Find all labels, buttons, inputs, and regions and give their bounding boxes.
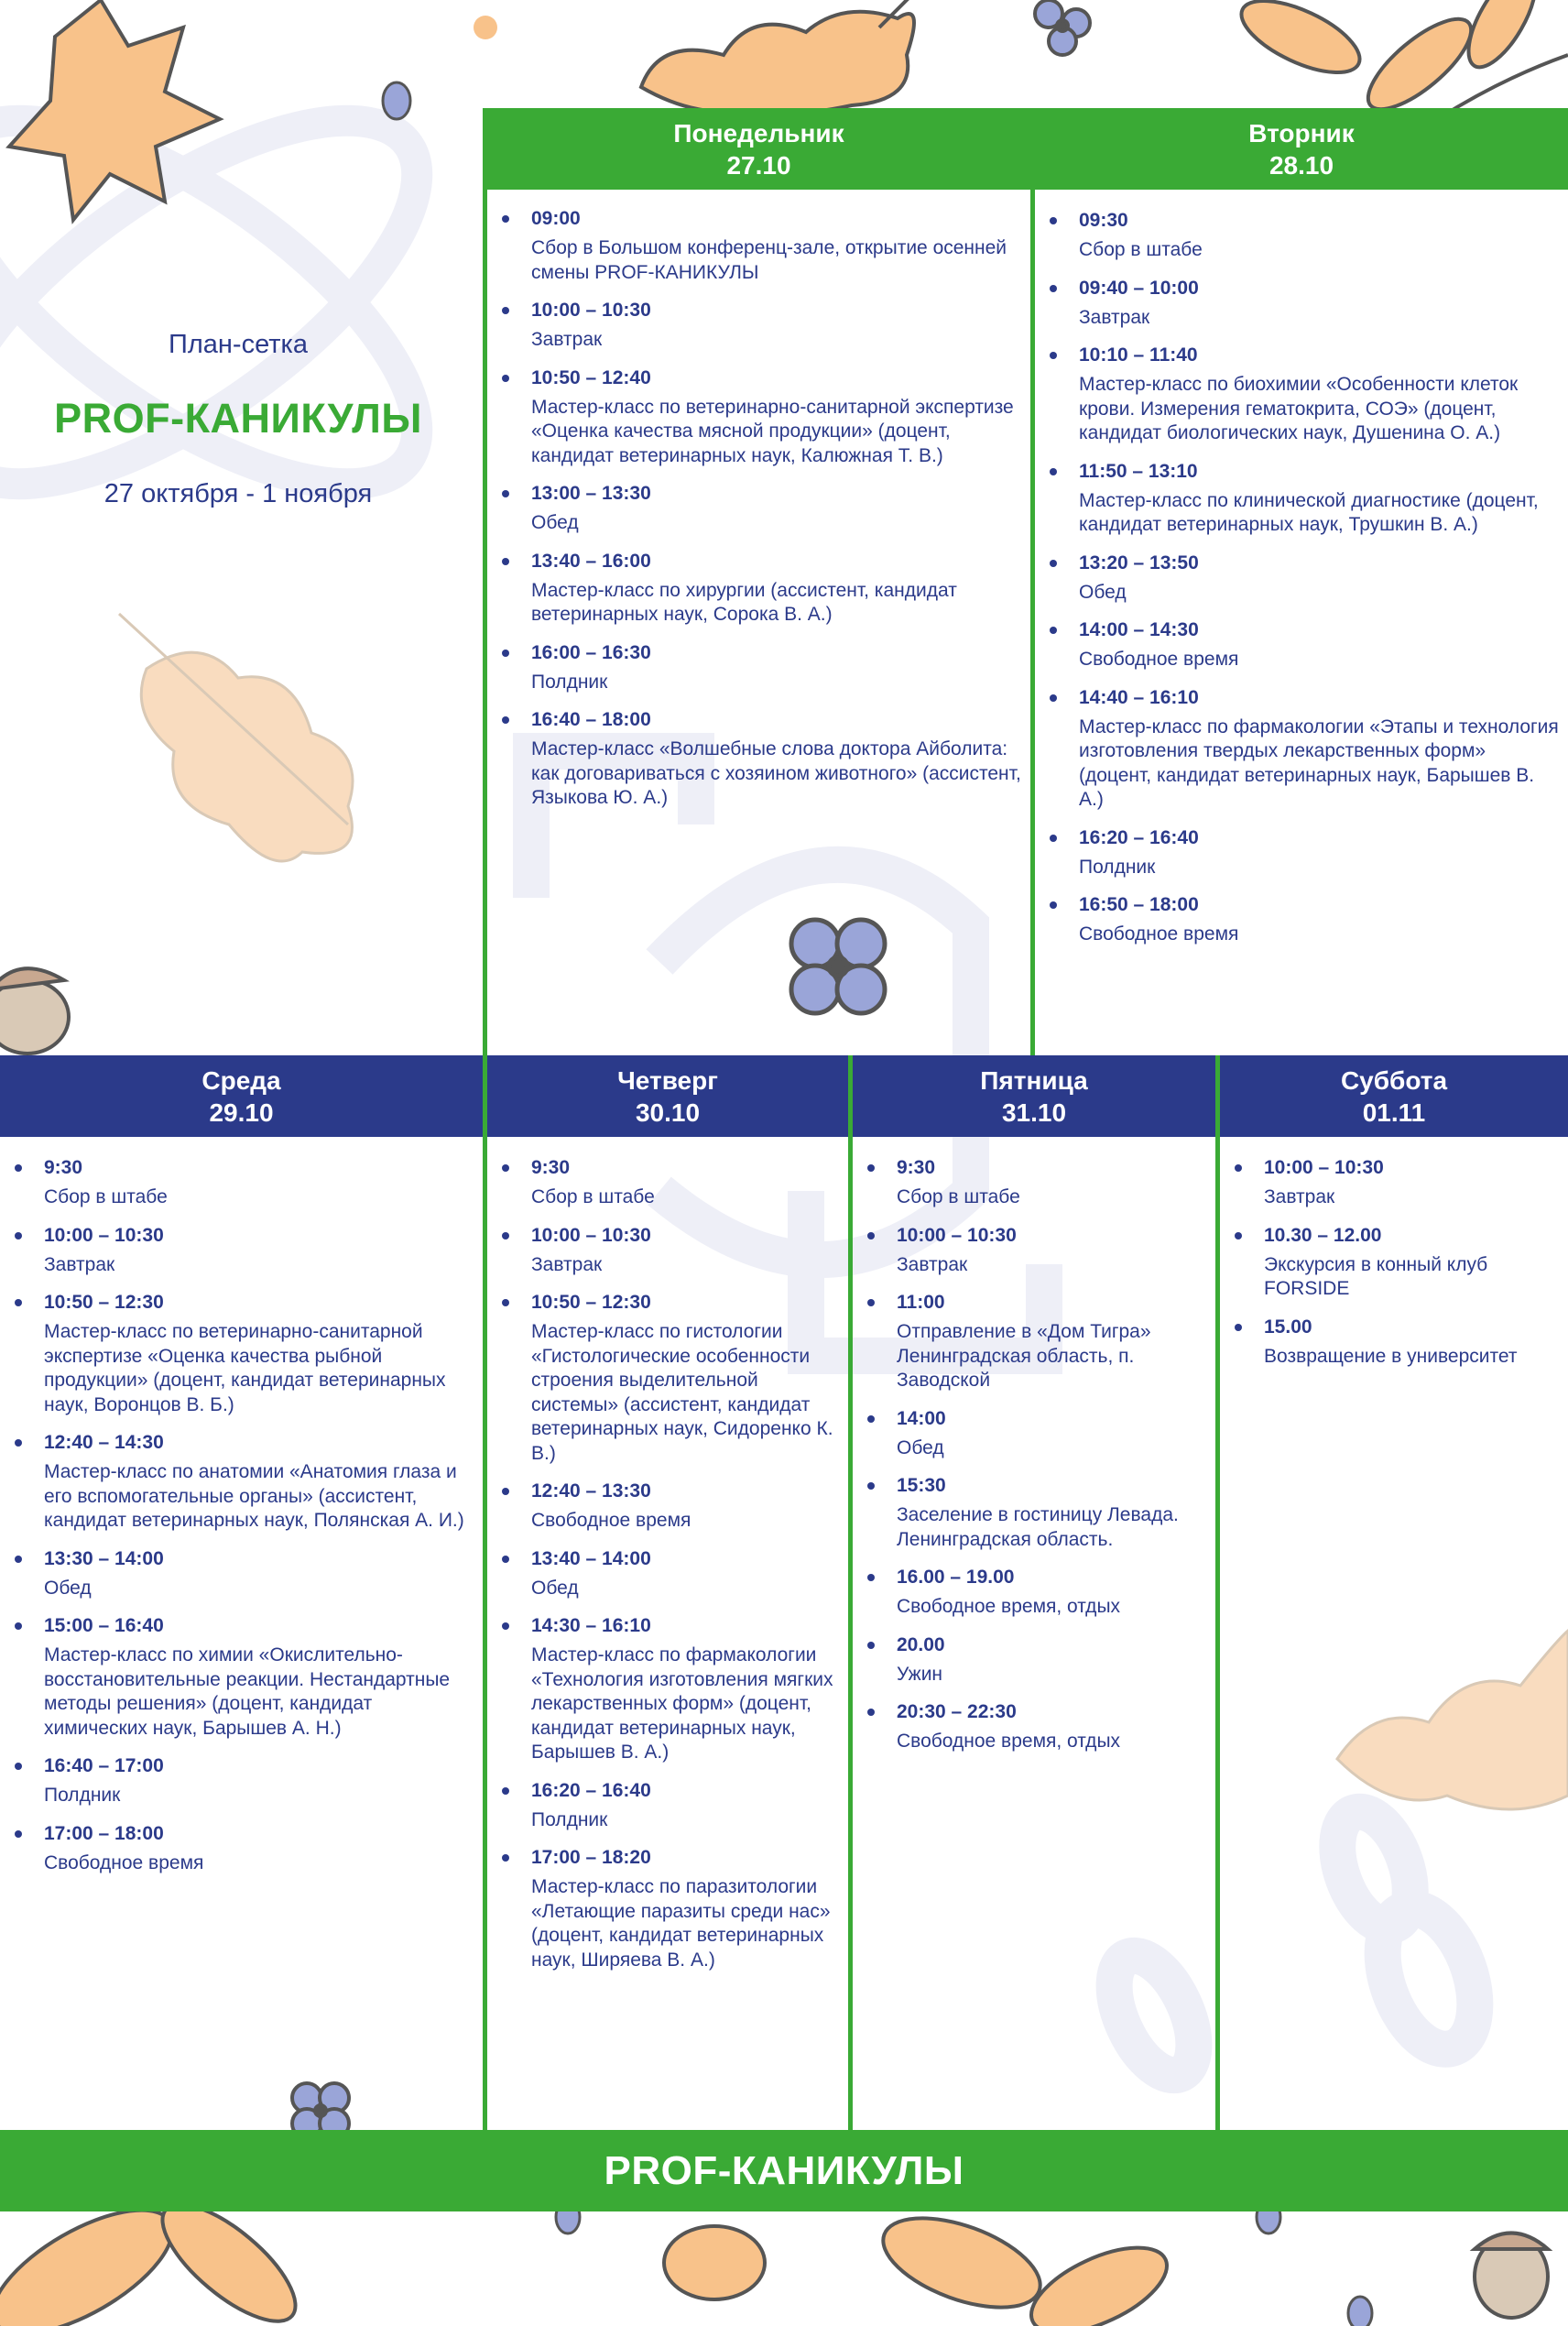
bullet-icon (15, 1556, 22, 1563)
schedule-description: Возвращение в университет (1264, 1345, 1518, 1367)
footer-title: PROF-КАНИКУЛЫ (604, 2147, 964, 2193)
schedule-time: 20.00 (897, 1633, 945, 1655)
bullet-icon (1050, 694, 1057, 702)
schedule-time: 10:00 – 10:30 (44, 1224, 164, 1246)
intro-block (0, 330, 476, 509)
schedule-time: 13:00 – 13:30 (531, 483, 651, 504)
intro-subtitle: План-сетка (169, 330, 308, 359)
schedule-description: Мастер-класс по фармакологии «Технология изготовления мягких лекарственных форм» (доцент, кандидат ветеринарных наук, Барышев В. А.) (531, 1644, 833, 1763)
bullet-icon (867, 1482, 875, 1490)
bullet-icon (1050, 217, 1057, 224)
schedule-time: 13:40 – 14:00 (531, 1547, 651, 1569)
schedule-item (0, 1822, 483, 1876)
bullet-icon (502, 1488, 509, 1495)
bullet-icon (502, 1556, 509, 1563)
schedule-item (487, 366, 1030, 469)
schedule-item (1035, 344, 1568, 446)
schedule-description: Мастер-класс по паразитологии «Летающие паразиты среди нас» (доцент, кандидат ветеринарных наук, Ширяева В. А.) (531, 1876, 831, 1971)
schedule-description: Завтрак (1079, 306, 1150, 328)
schedule-item (0, 1547, 483, 1601)
schedule-time: 13:20 – 13:50 (1079, 551, 1199, 573)
schedule-description: Полдник (531, 671, 608, 693)
schedule-description: Обед (897, 1436, 944, 1458)
schedule-description: Мастер-класс по ветеринарно-санитарной экспертизе «Оценка качества рыбной продукции» (доцент, кандидат ветеринарных наук, Воронцов В. Б.) (44, 1321, 446, 1415)
bottom-acorn-icon (1475, 2233, 1548, 2319)
day-date: 31.10 (1001, 1097, 1067, 1127)
schedule-item (1220, 1224, 1568, 1302)
bullet-icon (502, 1787, 509, 1795)
schedule-time: 10.30 – 12.00 (1264, 1224, 1382, 1246)
schedule-description: Сбор в штабе (531, 1186, 655, 1207)
bullet-icon (15, 1232, 22, 1239)
oak-leaf-icon (641, 0, 916, 114)
bullet-icon (1050, 468, 1057, 475)
schedule-description: Свободное время (1079, 649, 1239, 670)
bullet-icon (1235, 1324, 1242, 1331)
day-date: 01.11 (1362, 1097, 1426, 1127)
schedule-description: Завтрак (531, 1253, 603, 1275)
schedule-time: 13:40 – 16:00 (531, 550, 651, 572)
schedule-time: 10:50 – 12:30 (44, 1292, 164, 1313)
day-header-saturday (1220, 1055, 1568, 1137)
bullet-icon (502, 1299, 509, 1306)
bullet-icon (867, 1642, 875, 1649)
bullet-icon (1235, 1164, 1242, 1172)
schedule-item (1035, 893, 1568, 947)
day-header-monday (487, 108, 1030, 190)
bullet-icon (502, 1622, 509, 1630)
schedule-description: Обед (1079, 581, 1127, 603)
schedule-item (1035, 209, 1568, 263)
schedule-time: 17:00 – 18:00 (44, 1822, 164, 1844)
schedule-time: 10:10 – 11:40 (1079, 344, 1198, 366)
schedule-description: Мастер-класс по биохимии «Особенности клеток крови. Измерения гематокрита, СОЭ» (доцент, кандидат биологических наук, Душенина О. А.) (1079, 374, 1519, 443)
schedule-time: 16:50 – 18:00 (1079, 894, 1199, 915)
schedule-item (1035, 618, 1568, 672)
schedule-time: 10:50 – 12:30 (531, 1292, 651, 1313)
schedule-item (1035, 460, 1568, 538)
schedule-time: 15:00 – 16:40 (44, 1615, 164, 1636)
schedule-time: 09:40 – 10:00 (1079, 277, 1199, 299)
day-header-wednesday (0, 1055, 483, 1137)
schedule-description: Сбор в штабе (44, 1186, 168, 1207)
schedule-time: 16:00 – 16:30 (531, 641, 651, 663)
day-header-thursday (487, 1055, 848, 1137)
bullet-icon (502, 650, 509, 657)
day-name: Понедельник (673, 118, 844, 147)
schedule-item (853, 1407, 1215, 1461)
day-name: Четверг (617, 1065, 718, 1095)
schedule-item (487, 1846, 848, 1972)
schedule-description: Обед (44, 1577, 92, 1599)
bullet-icon (502, 215, 509, 223)
acorn-icon (0, 968, 69, 1054)
schedule-description: Мастер-класс по гистологии «Гистологические особенности строения выделительной системы» (ассистент, кандидат ветеринарных наук, Сидоренко К. В.) (531, 1321, 833, 1464)
schedule-time: 11:00 (897, 1292, 945, 1313)
bullet-icon (867, 1164, 875, 1172)
schedule-description: Обед (531, 1577, 579, 1599)
bullet-icon (15, 1439, 22, 1447)
bullet-icon (502, 1854, 509, 1862)
schedule-description: Сбор в штабе (897, 1186, 1020, 1207)
schedule-list (1035, 209, 1568, 961)
bullet-icon (502, 375, 509, 382)
schedule-item (487, 1156, 848, 1210)
maple-leaf-icon (9, 0, 220, 220)
bullet-icon (1050, 285, 1057, 292)
day-date: 30.10 (635, 1097, 701, 1127)
schedule-description: Завтрак (44, 1253, 115, 1275)
schedule-description: Свободное время, отдых (897, 1731, 1121, 1752)
bullet-icon (867, 1299, 875, 1306)
schedule-time: 15:30 (897, 1475, 946, 1496)
bullet-icon (502, 490, 509, 497)
bullet-icon (1050, 835, 1057, 842)
bullet-icon (1050, 901, 1057, 909)
bullet-icon (867, 1232, 875, 1239)
schedule-item (487, 550, 1030, 628)
schedule-description: Ужин (897, 1663, 943, 1685)
schedule-item (853, 1474, 1215, 1552)
schedule-item (0, 1614, 483, 1741)
day-name: Вторник (1248, 118, 1355, 147)
schedule-description: Завтрак (531, 329, 603, 350)
schedule-description: Свободное время (1079, 923, 1239, 945)
schedule-time: 16:20 – 16:40 (531, 1779, 651, 1801)
bullet-icon (15, 1763, 22, 1770)
day-date: 29.10 (209, 1097, 274, 1127)
schedule-list (487, 207, 1030, 824)
schedule-time: 14:40 – 16:10 (1079, 686, 1199, 708)
schedule-list (1220, 1156, 1568, 1382)
schedule-description: Заселение в гостиницу Левада. Ленинградская область. (897, 1504, 1179, 1550)
bullet-icon (502, 558, 509, 565)
day-date: 27.10 (726, 150, 791, 180)
schedule-time: 16:40 – 17:00 (44, 1755, 164, 1776)
schedule-time: 20:30 – 22:30 (897, 1701, 1017, 1722)
schedule-description: Полдник (44, 1785, 121, 1806)
intro-title: PROF-КАНИКУЛЫ (54, 395, 422, 442)
bullet-icon (15, 1622, 22, 1630)
day-name: Среда (201, 1065, 281, 1095)
day-header-tuesday (1035, 108, 1568, 190)
day-name: Пятница (980, 1065, 1088, 1095)
bullet-icon (1050, 352, 1057, 359)
schedule-time: 10:00 – 10:30 (531, 1224, 651, 1246)
schedule-description: Отправление в «Дом Тигра» Ленинградская область, п. Заводской (897, 1321, 1151, 1391)
schedule-item (0, 1431, 483, 1534)
schedule-list (853, 1156, 1215, 1768)
schedule-item (487, 482, 1030, 536)
schedule-description: Полдник (531, 1808, 608, 1830)
day-column-thursday (483, 1055, 853, 2130)
schedule-item (0, 1291, 483, 1417)
bullet-icon (867, 1574, 875, 1581)
schedule-description: Завтрак (897, 1253, 968, 1275)
schedule-item (1035, 277, 1568, 331)
schedule-time: 12:40 – 14:30 (44, 1432, 164, 1453)
footer-banner (0, 2130, 1568, 2211)
schedule-description: Экскурсия в конный клуб FORSIDE (1264, 1253, 1488, 1299)
schedule-time: 9:30 (897, 1157, 936, 1178)
schedule-item (487, 708, 1030, 811)
day-header-friday (853, 1055, 1215, 1137)
schedule-description: Мастер-класс по химии «Окислительно-восстановительные реакции. Нестандартные методы решения» (доцент, кандидат химических наук, Барышев А. Н.) (44, 1644, 451, 1739)
schedule-item (487, 1480, 848, 1534)
schedule-description: Мастер-класс по хирургии (ассистент, кандидат ветеринарных наук, Сорока В. А.) (531, 579, 957, 625)
oak-leaf-mid-icon (119, 614, 353, 861)
day-column-wednesday (0, 1055, 483, 2130)
schedule-time: 15.00 (1264, 1316, 1312, 1338)
schedule-time: 14:30 – 16:10 (531, 1615, 651, 1636)
schedule-item (487, 1224, 848, 1278)
flower-icon (1035, 0, 1090, 55)
bullet-icon (502, 307, 509, 314)
day-column-friday (853, 1055, 1215, 2130)
schedule-time: 9:30 (531, 1157, 571, 1178)
schedule-item (487, 1779, 848, 1833)
schedule-item (0, 1224, 483, 1278)
bullet-icon (502, 1232, 509, 1239)
bullet-icon (15, 1830, 22, 1838)
schedule-time: 10:00 – 10:30 (897, 1224, 1017, 1246)
schedule-item (0, 1754, 483, 1808)
schedule-time: 16:20 – 16:40 (1079, 826, 1199, 848)
schedule-description: Свободное время (531, 1510, 691, 1531)
schedule-time: 9:30 (44, 1157, 83, 1178)
schedule-time: 16:40 – 18:00 (531, 709, 651, 730)
schedule-description: Мастер-класс «Волшебные слова доктора Айболита: как договариваться с хозяином животного» (ассистент, Языкова Ю. А.) (531, 738, 1021, 808)
schedule-time: 16.00 – 19.00 (897, 1567, 1015, 1588)
schedule-description: Мастер-класс по анатомии «Анатомия глаза и его вспомогательные органы» (ассистент, кандидат ветеринарных наук, Полянская А. И.) (44, 1461, 464, 1531)
schedule-time: 13:30 – 14:00 (44, 1547, 164, 1569)
schedule-item (487, 299, 1030, 353)
schedule-item (487, 641, 1030, 695)
schedule-item (1035, 686, 1568, 813)
schedule-item (853, 1156, 1215, 1210)
bullet-icon (867, 1415, 875, 1423)
schedule-time: 14:00 – 14:30 (1079, 619, 1199, 640)
day-column-tuesday (1030, 108, 1568, 1055)
schedule-item (853, 1566, 1215, 1620)
schedule-description: Завтрак (1264, 1186, 1335, 1207)
schedule-time: 12:40 – 13:30 (531, 1480, 651, 1502)
schedule-description: Сбор в Большом конференц-зале, открытие осенней смены PROF-КАНИКУЛЫ (531, 237, 1007, 283)
schedule-time: 09:30 (1079, 210, 1128, 231)
bullet-icon (867, 1709, 875, 1716)
schedule-time: 09:00 (531, 208, 581, 229)
schedule-description: Мастер-класс по ветеринарно-санитарной экспертизе «Оценка качества мясной продукции» (доцент, кандидат ветеринарных наук, Калюжная Т. В.) (531, 396, 1014, 466)
bullet-icon (502, 1164, 509, 1172)
schedule-list (0, 1156, 483, 1889)
schedule-item (0, 1156, 483, 1210)
bullet-icon (1050, 560, 1057, 567)
day-name: Суббота (1340, 1065, 1448, 1095)
day-column-monday (483, 108, 1035, 1055)
schedule-item (487, 1614, 848, 1765)
schedule-item (853, 1633, 1215, 1687)
bullet-icon (15, 1299, 22, 1306)
schedule-item (1035, 551, 1568, 606)
bullet-icon (502, 716, 509, 724)
schedule-item (487, 207, 1030, 285)
schedule-time: 10:00 – 10:30 (1264, 1157, 1384, 1178)
schedule-time: 10:50 – 12:40 (531, 366, 651, 388)
schedule-description: Мастер-класс по клинической диагностике (доцент, кандидат ветеринарных наук, Трушкин В. А.) (1079, 489, 1539, 535)
schedule-item (487, 1291, 848, 1466)
schedule-description: Сбор в штабе (1079, 239, 1203, 260)
schedule-list (487, 1156, 848, 1986)
schedule-description: Мастер-класс по фармакологии «Этапы и технология изготовления твердых лекарственных форм» (доцент, кандидат ветеринарных наук, Барышев В. А.) (1079, 715, 1559, 810)
intro-dates: 27 октября - 1 ноября (103, 479, 373, 508)
bullet-icon (1235, 1232, 1242, 1239)
schedule-description: Обед (531, 512, 579, 533)
schedule-time: 17:00 – 18:20 (531, 1847, 651, 1868)
schedule-item (1035, 826, 1568, 880)
schedule-time: 14:00 (897, 1407, 946, 1429)
schedule-description: Полдник (1079, 856, 1156, 878)
schedule-item (853, 1700, 1215, 1754)
day-column-saturday (1215, 1055, 1568, 2130)
schedule-item (487, 1547, 848, 1601)
schedule-item (853, 1224, 1215, 1278)
schedule-item (853, 1291, 1215, 1393)
schedule-item (1220, 1316, 1568, 1370)
schedule-description: Свободное время, отдых (897, 1596, 1121, 1617)
schedule-time: 11:50 – 13:10 (1079, 460, 1198, 482)
schedule-time: 10:00 – 10:30 (531, 300, 651, 321)
bullet-icon (1050, 627, 1057, 634)
schedule-description: Свободное время (44, 1851, 204, 1873)
schedule-item (1220, 1156, 1568, 1210)
day-date: 28.10 (1269, 150, 1334, 180)
bullet-icon (15, 1164, 22, 1172)
